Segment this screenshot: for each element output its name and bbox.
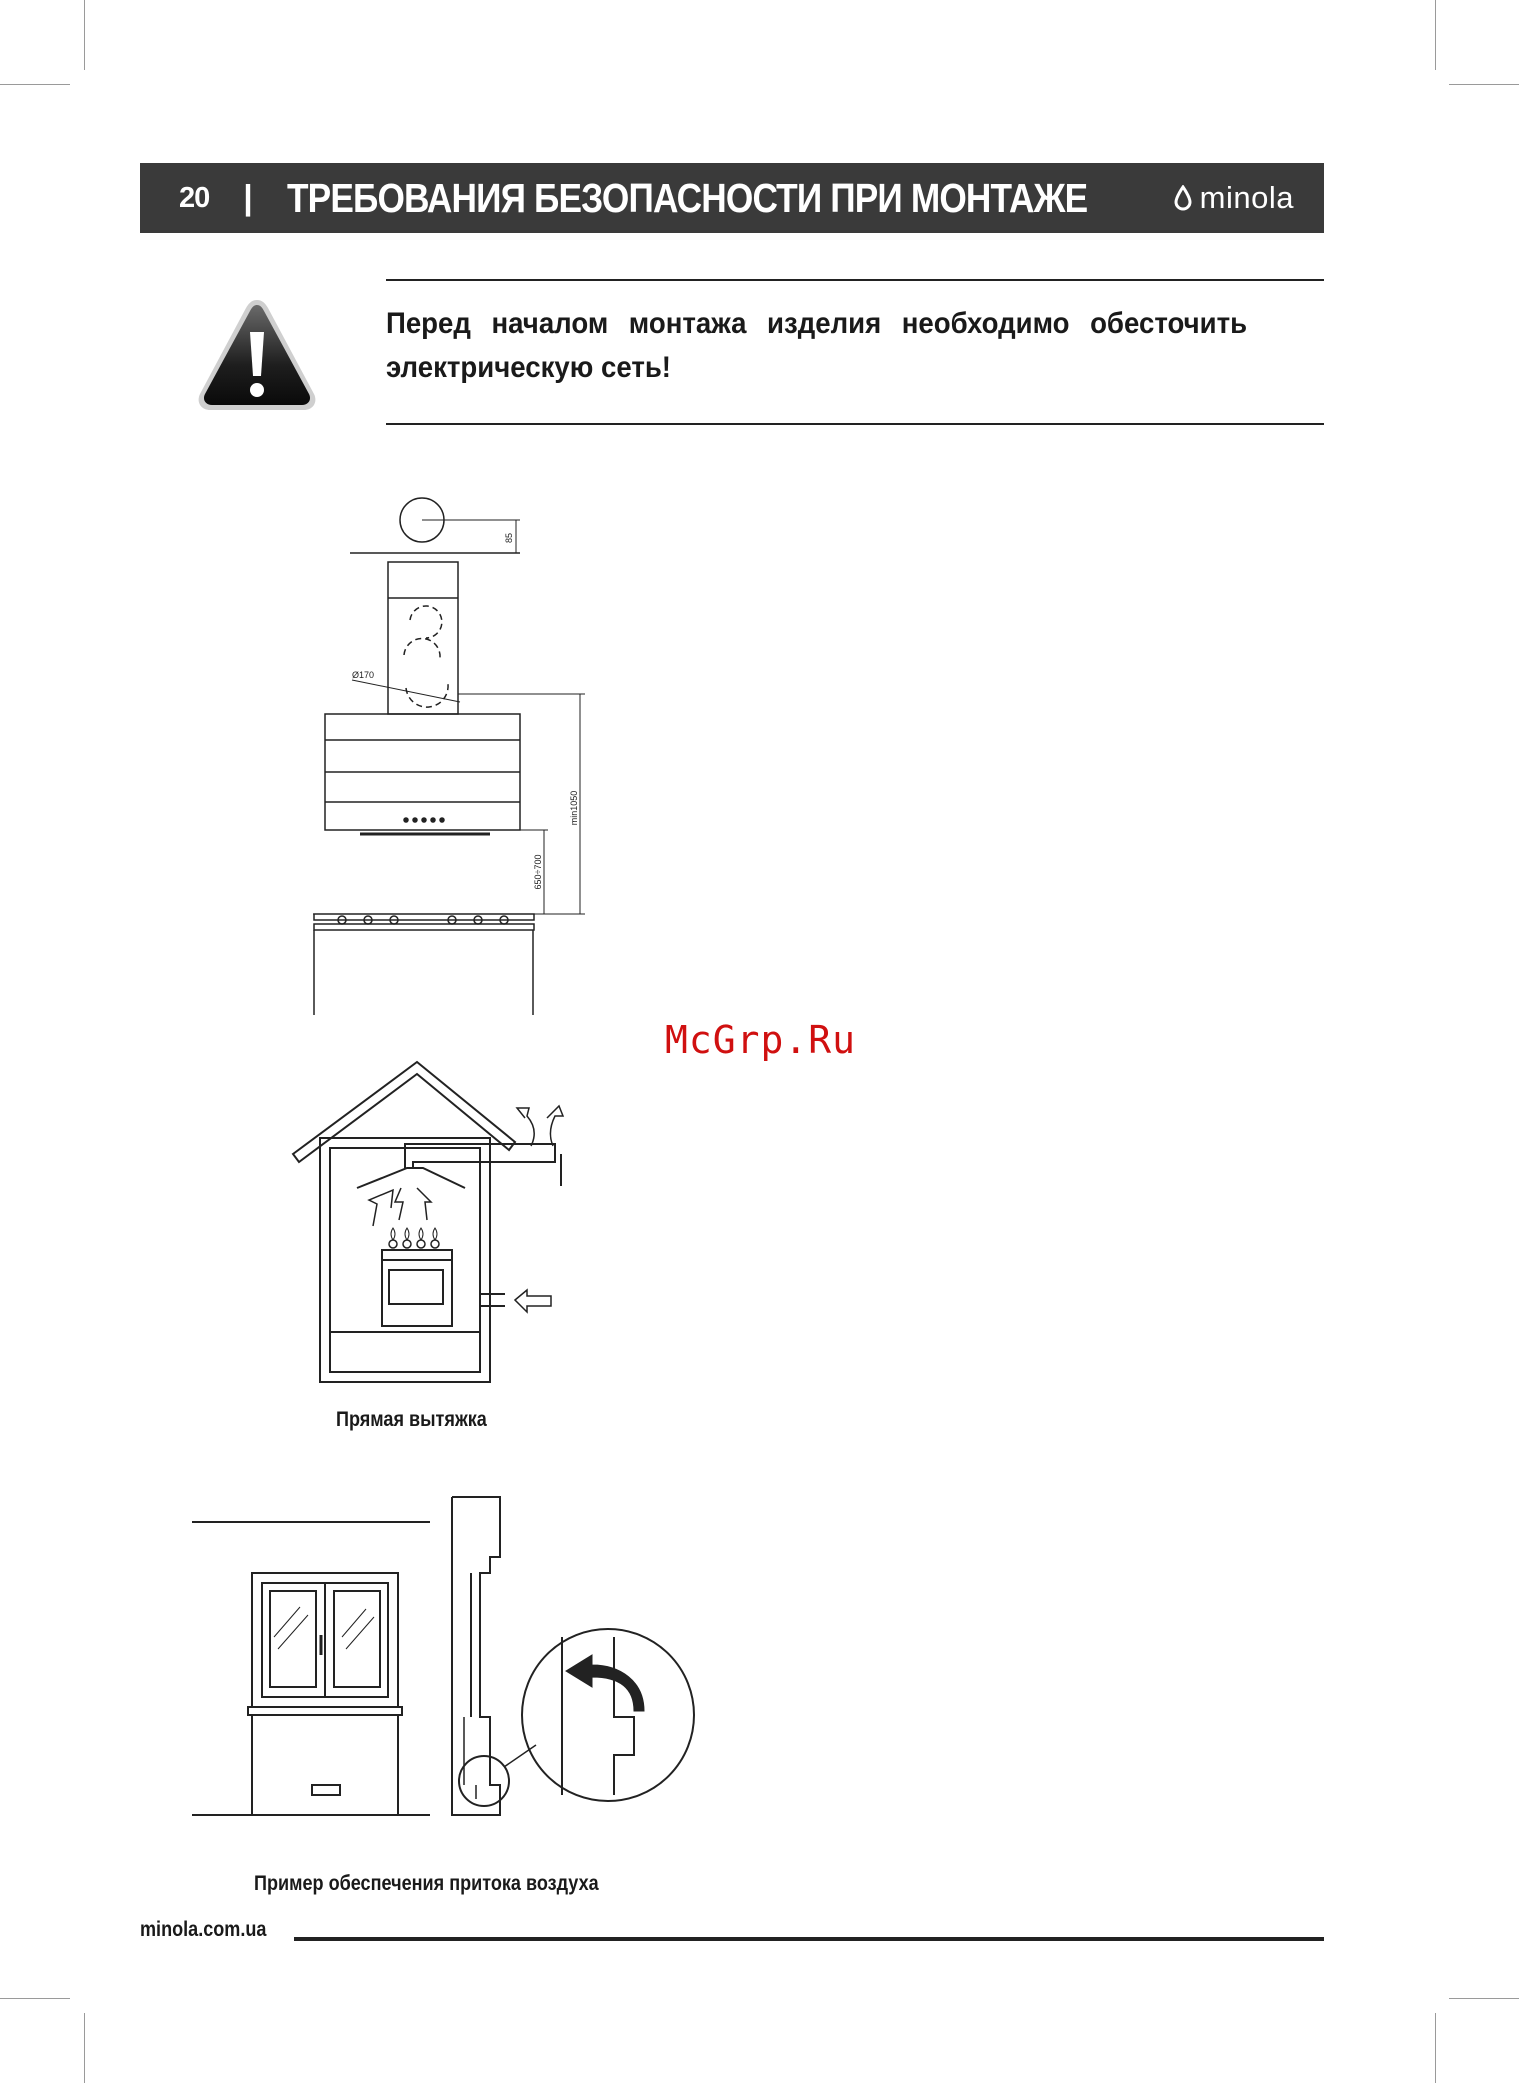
watermark: McGrp.Ru: [665, 1018, 857, 1062]
direct-extraction-diagram: [285, 1050, 605, 1390]
crop-mark: [0, 1998, 70, 1999]
warning-triangle-icon: [196, 296, 318, 418]
drop-icon: [1174, 185, 1192, 211]
warning-bottom-rule: [386, 423, 1324, 425]
min-height-label: min1050: [569, 790, 579, 826]
caption-air-supply-example: Пример обеспечения притока воздуха: [254, 1872, 599, 1895]
header-bar: [140, 163, 1324, 233]
brand-name: minola: [1199, 180, 1294, 215]
page-number: 20: [179, 181, 210, 214]
hob-distance-label: 650÷700: [533, 854, 543, 890]
crop-mark: [84, 2013, 85, 2083]
vent-grille: [312, 1785, 340, 1795]
hood-dimension-diagram: [300, 490, 600, 1020]
header-separator: |: [243, 178, 253, 217]
page-title: ТРЕБОВАНИЯ БЕЗОПАСНОСТИ ПРИ МОНТАЖЕ: [286, 174, 1088, 221]
crop-mark: [1449, 1998, 1519, 1999]
brand-logo: [1174, 163, 1294, 233]
crop-mark: [1449, 84, 1519, 85]
air-supply-diagram: [190, 1495, 710, 1840]
crop-mark: [1435, 2013, 1436, 2083]
chimney: [388, 562, 458, 714]
footer-website: minola.com.ua: [140, 1918, 267, 1941]
crop-mark: [84, 0, 85, 70]
warning-top-rule: [386, 279, 1324, 281]
top-offset-label: 85: [504, 532, 514, 544]
detail-circle-small: [459, 1756, 509, 1806]
detail-circle-large: [522, 1629, 694, 1801]
pipe-diameter-label: Ø170: [352, 670, 375, 680]
wall-section: [452, 1497, 500, 1815]
footer-rule: [294, 1937, 1324, 1941]
caption-direct-extraction: Прямая вытяжка: [336, 1408, 487, 1431]
crop-mark: [1435, 0, 1436, 70]
stove: [382, 1250, 452, 1326]
crop-mark: [0, 84, 70, 85]
warning-text: Перед началом монтажа изделия необходимо обесточить электрическую сеть!: [386, 307, 1248, 384]
